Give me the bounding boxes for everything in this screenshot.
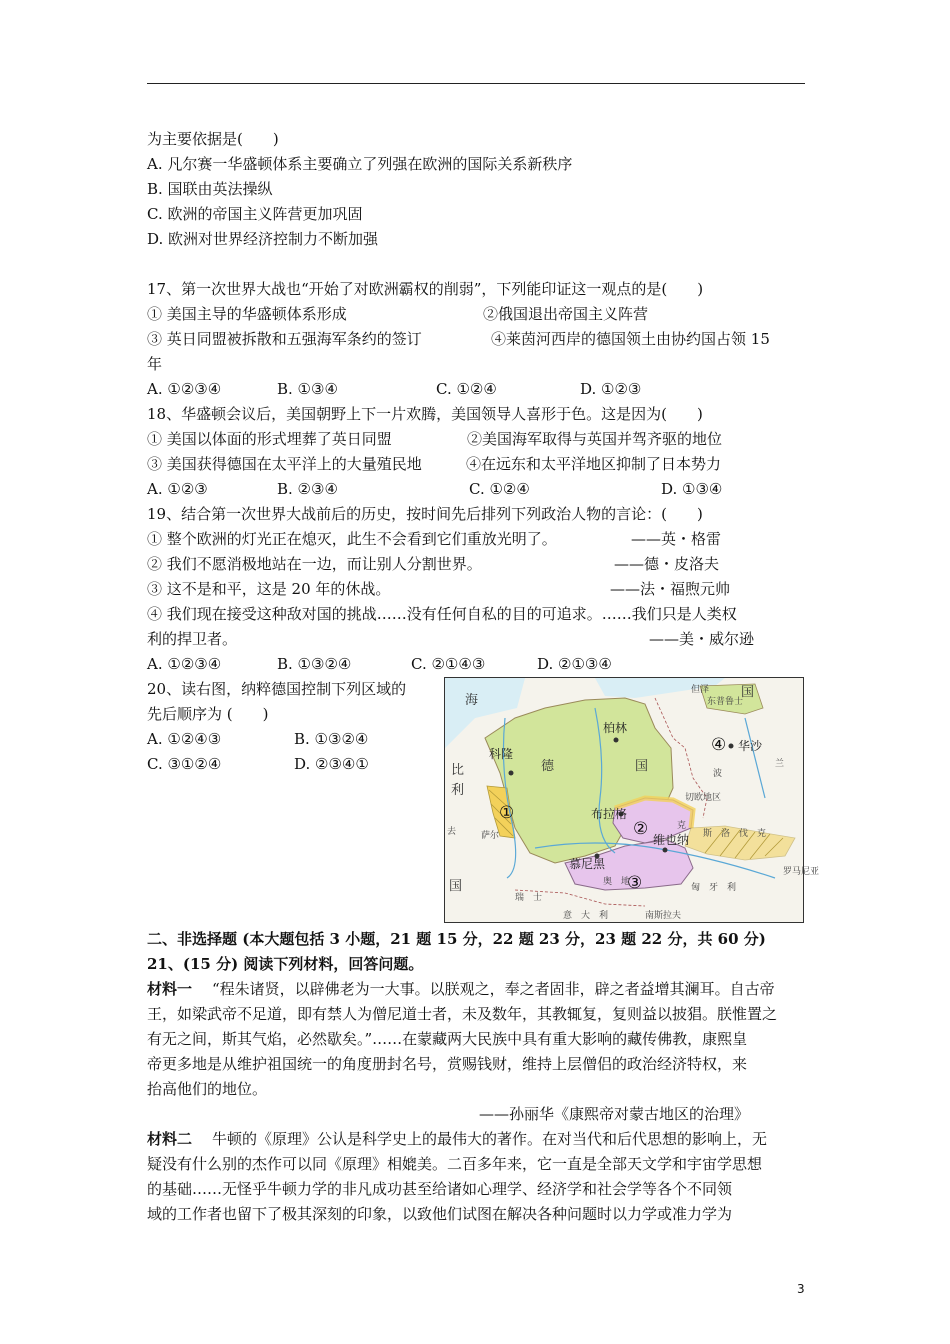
- q16-option-d: D. 欧洲对世界经济控制力不断加强: [147, 230, 379, 248]
- label-france-2: 国: [449, 879, 463, 894]
- material-1-line-1: “程朱诸贤，以辟佛老为一大事。以朕观之，奉之者固非，辟之者益增其澜耳。自古帝: [212, 980, 775, 998]
- q17-item-4: ④莱茵河西岸的德国领土由协约国占领 15: [491, 330, 770, 348]
- header-rule: [147, 83, 805, 84]
- label-slovakia: 斯 洛 伐 克: [703, 829, 767, 839]
- q16-option-b: B. 国联由英法操纵: [147, 180, 273, 198]
- label-cologne: 科隆: [489, 747, 514, 761]
- q21-stem: 21、(15 分) 阅读下列材料，回答问题。: [147, 955, 424, 973]
- material-1-line-3: 有无之间，斯其气焰，必然歇矣。”……在蒙藏两大民族中具有重大影响的藏传佛教，康熙皇: [147, 1030, 748, 1048]
- label-danzig: 但泽: [691, 685, 710, 695]
- label-east-prussia: 东普鲁士: [707, 697, 744, 707]
- q16-stem-tail: 为主要依据是( ): [147, 130, 279, 148]
- q17-item-4-cont: 年: [147, 355, 163, 373]
- material-1-line-4: 帝更多地是从维护祖国统一的角度册封名号，赏赐钱财，维持上层僧侣的政治经济特权，来: [147, 1055, 748, 1073]
- q20-option-d: D. ②③④①: [294, 755, 369, 773]
- q17-option-b: B. ①③④: [277, 380, 338, 398]
- q16-option-c: C. 欧洲的帝国主义阵营更加巩固: [147, 205, 363, 223]
- germany-expansion-map: [444, 677, 820, 923]
- label-belgium-2: 利: [451, 783, 465, 798]
- label-france-1: 去: [447, 827, 457, 837]
- q19-quote-1: ① 整个欧洲的灯光正在熄灭，此生不会看到它们重放光明了。: [147, 530, 557, 548]
- material-2-line-1: 牛顿的《原理》公认是科学史上的最伟大的著作。在对当代和后代思想的影响上，无: [212, 1130, 768, 1148]
- q18-option-b: B. ②③④: [277, 480, 338, 498]
- q18-item-3: ③ 美国获得德国在太平洋上的大量殖民地: [147, 455, 422, 473]
- material-1-label: 材料一: [147, 980, 193, 998]
- q20-stem-cont: 先后顺序为 ( ): [147, 705, 269, 723]
- q20-option-b: B. ①③②④: [294, 730, 369, 748]
- label-munich: 慕尼黑: [569, 857, 606, 871]
- label-warsaw: 华沙: [738, 739, 763, 753]
- material-1-line-5: 抬高他们的地位。: [147, 1080, 268, 1098]
- region-number-2: ②: [633, 819, 649, 839]
- q18-option-d: D. ①③④: [661, 480, 723, 498]
- q19-quote-3-source: ——法・福煦元帅: [610, 580, 731, 598]
- q18-stem: 18、华盛顿会议后，美国朝野上下一片欢腾，美国领导人喜形于色。这是因为( ): [147, 405, 703, 423]
- label-austria: 奥 地: [603, 877, 631, 887]
- material-1-source: ——孙丽华《康熙帝对蒙古地区的治理》: [479, 1105, 750, 1123]
- q17-item-3: ③ 英日同盟被拆散和五强海军条约的签订: [147, 330, 422, 348]
- q16-option-a: A. 凡尔赛一华盛顿体系主要确立了列强在欧洲的国际关系新秩序: [147, 155, 573, 173]
- material-2-line-2: 疑没有什么别的杰作可以同《原理》相媲美。二百多年来，它一直是全部天文学和宇宙学思想: [147, 1155, 763, 1173]
- page-number: 3: [797, 1282, 805, 1296]
- label-corridor: 切欧地区: [685, 793, 722, 803]
- q19-option-b: B. ①③②④: [277, 655, 352, 673]
- label-prague: 布拉格: [591, 807, 628, 821]
- q17-item-2: ②俄国退出帝国主义阵营: [483, 305, 649, 323]
- label-sea: 海: [465, 693, 479, 708]
- label-germany-2: 国: [635, 759, 649, 774]
- q19-quote-4-cont: 利的捍卫者。: [147, 630, 238, 648]
- q19-quote-2-source: ——德・皮洛夫: [614, 555, 720, 573]
- q17-option-d: D. ①②③: [580, 380, 642, 398]
- q19-quote-2: ② 我们不愿消极地站在一边，而让别人分割世界。: [147, 555, 482, 573]
- city-dot-warsaw: [729, 744, 734, 749]
- q19-quote-4: ④ 我们现在接受这种敌对国的挑战……没有任何自私的目的可追求。……我们只是人类权: [147, 605, 737, 623]
- material-2-line-4: 域的工作者也留下了极其深刻的印象，以致他们试图在解决各种问题时以力学或准力学为: [147, 1205, 733, 1223]
- q19-option-a: A. ①②③④: [147, 655, 222, 673]
- material-2-line-3: 的基础……无怪乎牛顿力学的非凡成功甚至给诸如心理学、经济学和社会学等各个不同领: [147, 1180, 733, 1198]
- q18-option-c: C. ①②④: [469, 480, 530, 498]
- q18-item-1: ① 美国以体面的形式埋葬了英日同盟: [147, 430, 392, 448]
- q19-quote-1-source: ——英・格雷: [631, 530, 722, 548]
- q19-option-c: C. ②①④③: [411, 655, 486, 673]
- section-two-heading: 二、非选择题 (本大题包括 3 小题，21 题 15 分，22 题 23 分，23 题 22 分，共 60 分): [147, 930, 766, 948]
- q17-stem: 17、第一次世界大战也“开始了对欧洲霸权的削弱”，下列能印证这一观点的是( ): [147, 280, 704, 298]
- q20-option-a: A. ①②④③: [147, 730, 222, 748]
- q19-stem: 19、结合第一次世界大战前后的历史，按时间先后排列下列政治人物的言论：( ): [147, 505, 703, 523]
- q20-stem: 20、读右图，纳粹德国控制下列区域的: [147, 680, 407, 698]
- label-swiss: 瑞 士: [515, 893, 543, 903]
- label-vienna: 维也纳: [653, 833, 690, 847]
- q18-option-a: A. ①②③: [147, 480, 208, 498]
- q17-item-1: ① 美国主导的华盛顿体系形成: [147, 305, 347, 323]
- label-italy: 意 大 利: [563, 911, 609, 921]
- city-dot-cologne: [509, 771, 514, 776]
- q19-quote-4-source: ——美・威尔逊: [649, 630, 755, 648]
- city-dot-vienna: [663, 848, 668, 853]
- label-yugoslavia: 南斯拉夫: [645, 911, 682, 921]
- label-berlin: 柏林: [603, 721, 628, 735]
- city-dot-berlin: [614, 738, 619, 743]
- q19-option-d: D. ②①③④: [537, 655, 612, 673]
- label-germany-1: 德: [541, 759, 555, 774]
- label-poland-2: 兰: [775, 759, 785, 769]
- material-1-line-2: 王，如梁武帝不足道，即有禁人为僧尼道士者，未及数年，其教辄复，复则益以披猖。朕惟置之: [147, 1005, 778, 1023]
- label-czech: 克: [677, 821, 687, 831]
- label-east-prussia-state: 国: [741, 685, 755, 700]
- label-romania: 罗马尼亚: [783, 867, 820, 877]
- q17-option-c: C. ①②④: [436, 380, 497, 398]
- label-hungary: 匈 牙 利: [691, 883, 737, 893]
- q18-item-4: ④在远东和太平洋地区抑制了日本势力: [466, 455, 722, 473]
- label-saar: 萨尔: [481, 831, 500, 841]
- label-belgium-1: 比: [451, 763, 465, 778]
- region-number-3: ③: [627, 873, 643, 893]
- q19-quote-3: ③ 这不是和平，这是 20 年的休战。: [147, 580, 391, 598]
- map-graphic: [445, 678, 820, 922]
- q18-item-2: ②美国海军取得与英国并驾齐驱的地位: [467, 430, 723, 448]
- q20-option-c: C. ③①②④: [147, 755, 222, 773]
- label-poland-1: 波: [713, 769, 723, 779]
- region-number-4: ④: [711, 735, 727, 755]
- material-2-label: 材料二: [147, 1130, 193, 1148]
- region-number-1: ①: [499, 803, 515, 823]
- q17-option-a: A. ①②③④: [147, 380, 222, 398]
